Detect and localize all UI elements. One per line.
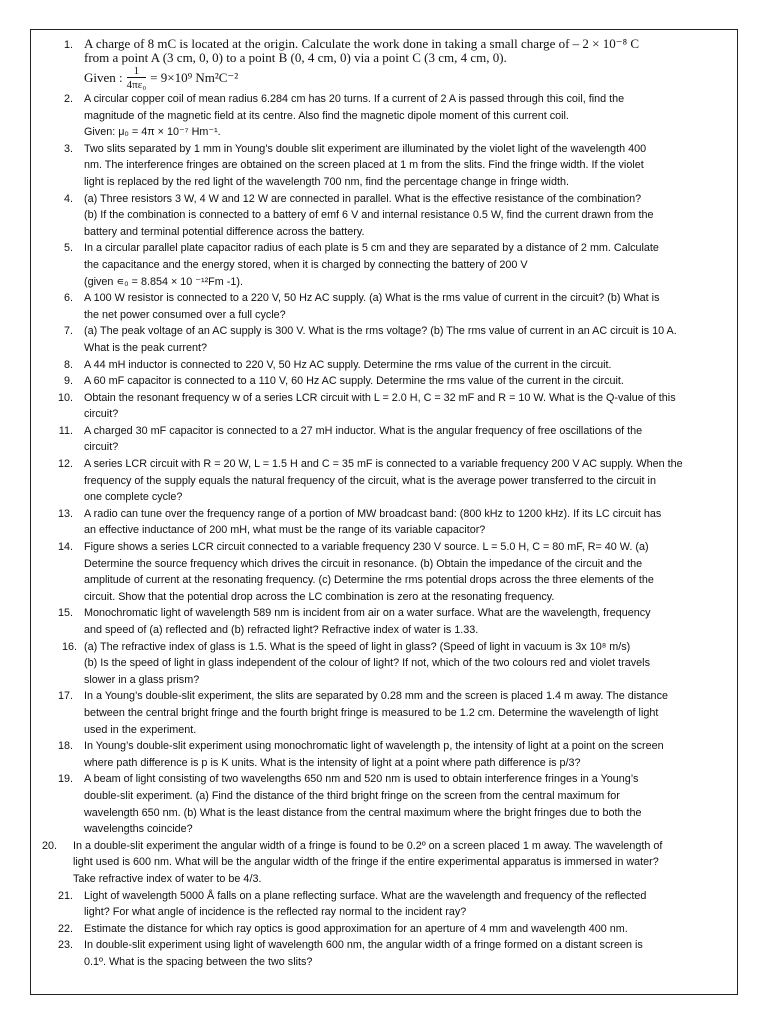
question-text-line: amplitude of current at the resonating frequency. (c) Determine the rms potential drops across the three elements of the — [84, 574, 654, 587]
question-item — [31, 290, 737, 323]
question-item — [31, 771, 737, 837]
question-number: 9. — [63, 375, 73, 388]
question-item — [31, 323, 737, 356]
question-item — [31, 37, 737, 91]
question-text-line: Determine the source frequency which drives the circuit in resonance. (b) Obtain the impedance of the circuit and the — [84, 557, 643, 570]
question-text-line: (b) If the combination is connected to a battery of emf 6 V and internal resistance 0.5 W, find the current drawn from the — [84, 209, 654, 222]
question-text-line: Obtain the resonant frequency w of a series LCR circuit with L = 2.0 H, C = 32 mF and R = 10 W. What is the Q-value of this — [84, 391, 676, 404]
question-number: 14. — [57, 541, 73, 554]
question-item — [31, 373, 737, 390]
question-text-line: Figure shows a series LCR circuit connected to a variable frequency 230 V source. L = 5.0 H, C = 80 mF, R= 40 W. (a) — [84, 541, 649, 554]
question-text-line: (given ∊₀ = 8.854 × 10 ⁻¹²Fm -1). — [84, 275, 243, 288]
question-item — [31, 688, 737, 738]
question-number: 16. — [61, 640, 77, 653]
question-text-line: magnitude of the magnetic field at its centre. Also find the magnetic dipole moment of this current coil. — [84, 109, 569, 122]
question-item — [31, 506, 737, 539]
fraction-numerator: 1 — [133, 65, 140, 77]
question-number: 3. — [63, 142, 73, 155]
question-text-line: In a double-slit experiment the angular width of a fringe is found to be 0.2º on a screen placed 1 m away. The wavelength of — [73, 839, 663, 852]
question-text-line: A circular copper coil of mean radius 6.284 cm has 20 turns. If a current of 2 A is passed through this coil, find the — [84, 93, 625, 105]
question-text-line: circuit? — [84, 408, 119, 421]
question-text-line: A charged 30 mF capacitor is connected to a 27 mH inductor. What is the angular frequency of free oscillations of the — [84, 424, 643, 437]
question-text-line: wavelength 650 nm. (b) What is the least distance from the central maximum where the bright fringes due to both the — [84, 806, 642, 819]
question-number: 15. — [57, 607, 73, 620]
question-text-line: between the central bright fringe and the fourth bright fringe is measured to be 1.2 cm. Determine the wavelength of light — [84, 706, 659, 719]
given-value: = 9×10⁹ Nm²C⁻² — [150, 69, 239, 85]
question-item — [31, 888, 737, 921]
question-number: 22. — [57, 922, 73, 935]
question-text-line: an effective inductance of 200 mH, what must be the range of its variable capacitor? — [84, 524, 486, 537]
question-text-line: nm. The interference fringes are obtained on the screen placed at 1 m from the slits. Find the fringe width. If the violet — [84, 159, 644, 172]
question-text-line: (a) Three resistors 3 W, 4 W and 12 W are connected in parallel. What is the effective resistance of the combination? — [84, 192, 642, 205]
question-number: 6. — [63, 292, 73, 305]
question-text-line: A 60 mF capacitor is connected to a 110 V, 60 Hz AC supply. Determine the rms value of the current in the circuit. — [84, 375, 624, 388]
question-text-line: the net power consumed over a full cycle? — [84, 308, 286, 321]
question-number: 20. — [41, 839, 57, 852]
question-text-line: from a point A (3 cm, 0, 0) to a point B (0, 4 cm, 0) via a point C (3 cm, 4 cm, 0). — [84, 50, 507, 65]
question-number: 19. — [57, 773, 73, 786]
question-number: 17. — [57, 690, 73, 703]
question-text-line: Two slits separated by 1 mm in Young’s double slit experiment are illuminated by the violet light of the wavelength 400 — [84, 142, 647, 155]
question-text-line: and speed of (a) reflected and (b) refracted light? Refractive index of water is 1.33. — [84, 624, 479, 636]
question-text-line: Monochromatic light of wavelength 589 nm is incident from air on a water surface. What are the wavelength, frequency — [84, 607, 651, 620]
question-text-line: Estimate the distance for which ray optics is good approximation for an aperture of 4 mm and wavelength 400 nm. — [84, 922, 628, 935]
question-text-line: circuit. Show that the potential drop across the LC combination is zero at the resonating frequency. — [84, 590, 555, 603]
question-text-line: (a) The refractive index of glass is 1.5. What is the speed of light in glass? (Speed of light in vacuum is 3x 10⁸ m/s) — [84, 640, 631, 653]
question-text-line: light is replaced by the red light of the wavelength 700 nm, find the percentage change in fringe width. — [84, 175, 569, 188]
given-label: Given : — [84, 69, 123, 85]
given-fraction — [127, 65, 147, 91]
question-number: 7. — [63, 325, 73, 338]
question-item — [31, 423, 737, 456]
question-text-line: light? For what angle of incidence is the reflected ray normal to the incident ray? — [84, 906, 467, 919]
question-item — [31, 738, 737, 771]
question-number: 21. — [57, 889, 73, 902]
question-text-line: wavelengths coincide? — [84, 823, 193, 836]
question-text-line: (b) Is the speed of light in glass independent of the colour of light? If not, which of the two colours red and violet travels — [84, 657, 650, 670]
question-text-line: light used is 600 nm. What will be the angular width of the fringe if the entire experimental apparatus is immersed in water? — [73, 856, 659, 869]
question-text-line: Light of wavelength 5000 Å falls on a plane reflecting surface. What are the wavelength and frequency of the reflected — [84, 889, 647, 902]
question-list — [31, 37, 737, 970]
question-number: 12. — [57, 458, 73, 471]
question-item — [31, 91, 737, 141]
given-formula — [84, 65, 727, 91]
question-text-line: frequency of the supply equals the natural frequency of the circuit, what is the average power transferred to the circuit in — [84, 474, 656, 487]
question-text-line: Given: μ₀ = 4π × 10⁻⁷ Hm⁻¹. — [84, 126, 221, 139]
question-item — [31, 838, 737, 888]
question-item — [31, 390, 737, 423]
question-number: 10. — [57, 391, 73, 404]
question-text-line: A radio can tune over the frequency range of a portion of MW broadcast band: (800 kHz to 1200 kHz). If its LC circuit has — [84, 507, 662, 520]
question-number: 13. — [57, 507, 73, 520]
question-text-line: 0.1º. What is the spacing between the two slits? — [84, 955, 313, 968]
question-number: 2. — [63, 93, 73, 105]
question-item — [31, 357, 737, 374]
question-item — [31, 191, 737, 241]
question-text-line: In a Young’s double-slit experiment, the slits are separated by 0.28 mm and the screen is placed 1.4 m away. The distance — [84, 690, 668, 703]
question-number: 4. — [63, 192, 73, 205]
question-number: 11. — [58, 424, 73, 437]
question-text-line: A charge of 8 mC is located at the origin. Calculate the work done in taking a small charge of – 2 × 10⁻⁸ C — [84, 36, 640, 51]
question-item — [31, 921, 737, 938]
question-item — [31, 141, 737, 191]
question-text-line: A 44 mH inductor is connected to 220 V, 50 Hz AC supply. Determine the rms value of the current in the circuit. — [84, 358, 612, 371]
question-text-line: the capacitance and the energy stored, when it is charged by connecting the battery of 200 V — [84, 258, 528, 271]
question-text-line: What is the peak current? — [84, 341, 208, 354]
question-number: 1. — [63, 39, 73, 51]
question-text-line: A series LCR circuit with R = 20 W, L = 1.5 H and C = 35 mF is connected to a variable frequency 200 V AC supply. When the — [84, 458, 683, 471]
question-text-line: slower in a glass prism? — [84, 673, 200, 686]
question-text-line: In a circular parallel plate capacitor radius of each plate is 5 cm and they are separated by a distance of 2 mm. Calculate — [84, 242, 659, 255]
question-number: 18. — [57, 740, 73, 753]
fraction-denominator: 4πε₀ — [126, 79, 147, 91]
question-text-line: In Young’s double-slit experiment using monochromatic light of wavelength p, the intensity of light at a point on the screen — [84, 740, 664, 753]
question-text-line: Take refractive index of water to be 4/3. — [73, 872, 262, 885]
question-text-line: (a) The peak voltage of an AC supply is 300 V. What is the rms voltage? (b) The rms value of current in an AC circuit is 10 A. — [84, 325, 677, 338]
question-text-line: A 100 W resistor is connected to a 220 V, 50 Hz AC supply. (a) What is the rms value of current in the circuit? (b) What is — [84, 292, 660, 305]
question-item — [31, 605, 737, 638]
question-item — [31, 456, 737, 506]
question-text-line: battery and terminal potential difference across the battery. — [84, 225, 365, 238]
question-text-line: A beam of light consisting of two wavelengths 650 nm and 520 nm is used to obtain interference fringes in a Young’s — [84, 773, 639, 786]
question-sheet — [30, 29, 738, 995]
question-text-line: one complete cycle? — [84, 491, 183, 504]
question-text-line: circuit? — [84, 441, 119, 454]
question-item — [31, 639, 737, 689]
question-number: 8. — [63, 358, 73, 371]
question-text-line: used in the experiment. — [84, 723, 197, 736]
question-item — [31, 937, 737, 970]
question-number: 5. — [63, 242, 73, 255]
question-number: 23. — [57, 939, 73, 952]
question-item — [31, 539, 737, 605]
question-text-line: double-slit experiment. (a) Find the distance of the third bright fringe on the screen from the central maximum for — [84, 789, 620, 802]
question-text-line: where path difference is p is K units. What is the intensity of light at a point where path difference is p/3? — [84, 756, 581, 769]
question-text-line: In double-slit experiment using light of wavelength 600 nm, the angular width of a fringe formed on a distant screen is — [84, 939, 643, 952]
question-item — [31, 240, 737, 290]
